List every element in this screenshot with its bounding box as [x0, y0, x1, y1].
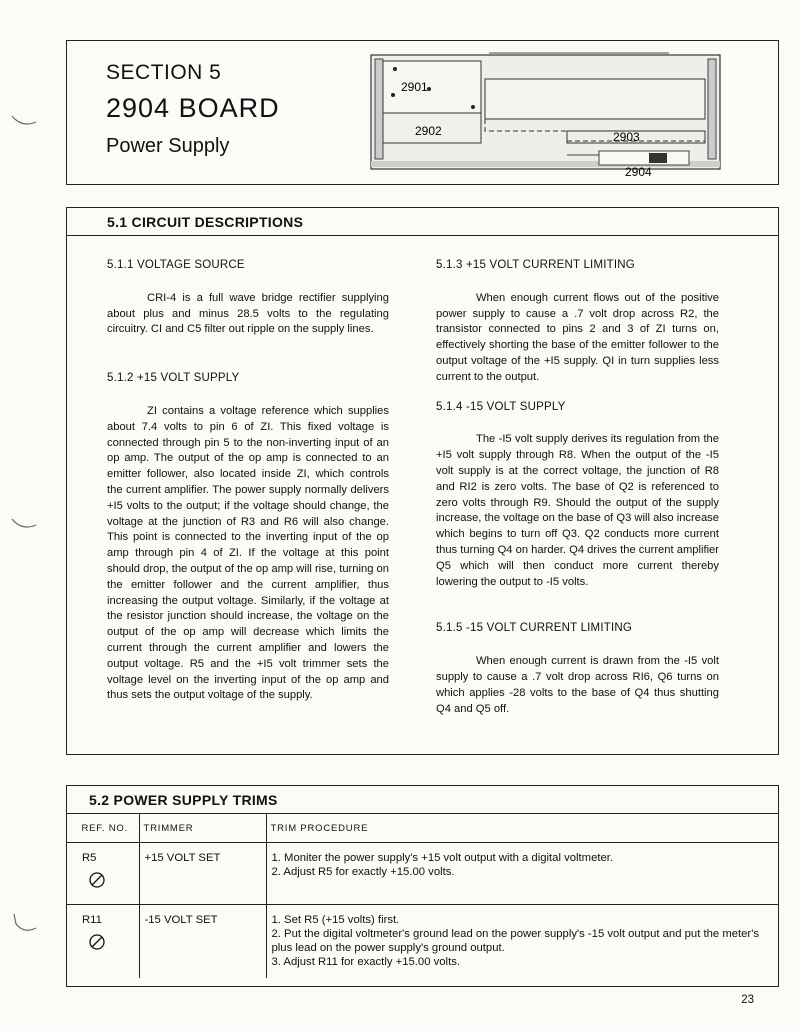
ref-cell [67, 843, 139, 905]
board-label-2904: 2904 [625, 165, 652, 179]
section-label: SECTION 5 [106, 61, 222, 84]
section-subtitle: Power Supply [106, 135, 230, 157]
subsection-text: When enough current flows out of the positive power supply to cause a .7 volt drop across R2, the transistor connected to pins 2 and 3 of ZI turns on, effectively shorting the base of the emitter follower to the output voltage of the +I5 supply. QI in turn supplies less current to the output. [436, 291, 719, 383]
procedure-step: 1. Set R5 (+15 volts) first. [271, 914, 400, 926]
trim-procedure [266, 905, 778, 979]
procedure-step: 2. Adjust R5 for exactly +15.00 volts. [271, 866, 455, 878]
table-row [67, 843, 778, 905]
ref-number: R11 [82, 914, 102, 926]
circuit-descriptions-panel [66, 207, 779, 755]
trimmer-pot-icon [88, 933, 106, 951]
circuit-descriptions-header [67, 208, 778, 236]
subsection-text: The -I5 volt supply derives its regulation from the +I5 volt supply through R8. When the output of the -I5 volt supply is at the correct voltage, the junction of R8 and RI2 is zero volts. The base of Q2 is referenced to zero volts through R9. Should the output of the supply increase, the voltage on the base of Q3 will also increase which begins to turn off Q3. Q2 conducts more current thus turning Q4 on harder. Q4 drives the current amplifier Q5 which will then conduct more current thereby lowering the output to -I5 volts. [436, 433, 719, 588]
trims-table [67, 814, 778, 978]
binder-mark [10, 515, 40, 535]
right-column [436, 258, 719, 717]
board-label-2901: 2901 [401, 80, 428, 94]
board-label-2902: 2902 [415, 124, 442, 138]
board-label-2903: 2903 [613, 130, 640, 144]
table-row [67, 905, 778, 979]
trimmer-pot-icon [88, 871, 106, 889]
trims-heading: 5.2 POWER SUPPLY TRIMS [89, 792, 278, 808]
trimmer-name: -15 VOLT SET [139, 905, 266, 979]
procedure-step: 3. Adjust R11 for exactly +15.00 volts. [271, 956, 460, 968]
column-header: TRIMMER [139, 814, 266, 843]
section-header [66, 40, 779, 185]
section-title: 2904 BOARD [106, 93, 280, 123]
subsection-heading: 5.1.3 +15 VOLT CURRENT LIMITING [436, 259, 635, 271]
page-number: 23 [741, 994, 754, 1006]
subsection-text: CRI-4 is a full wave bridge rectifier supplying about plus and minus 28.5 volts to the regulating circuitry. CI and C5 filter out ripple on the supply lines. [107, 291, 389, 336]
subsection-heading: 5.1.5 -15 VOLT CURRENT LIMITING [436, 622, 633, 635]
column-header: REF. NO. [67, 814, 139, 843]
binder-mark [10, 112, 40, 132]
left-column [107, 258, 389, 704]
binder-mark [10, 912, 40, 940]
trims-header [67, 786, 778, 814]
board-location-diagram [369, 49, 722, 179]
procedure-step: 2. Put the digital voltmeter's ground lead on the power supply's -15 volt output and put the meter's plus lead on the power supply's ground output. [271, 928, 760, 954]
ref-cell [67, 905, 139, 979]
trim-procedure [266, 843, 778, 905]
trimmer-name: +15 VOLT SET [139, 843, 266, 905]
subsection-heading: 5.1.2 +15 VOLT SUPPLY [107, 372, 240, 385]
procedure-step: 1. Moniter the power supply's +15 volt output with a digital voltmeter. [271, 852, 614, 864]
ref-number: R5 [82, 852, 97, 864]
circuit-descriptions-heading: 5.1 CIRCUIT DESCRIPTIONS [107, 214, 304, 230]
column-header: TRIM PROCEDURE [266, 814, 778, 843]
subsection-text: ZI contains a voltage reference which supplies about 7.4 volts to pin 6 of ZI. This fixed voltage is connected through pin 5 to the non-inverting input of an op amp. The output of the op amp is connected to an emitter follower, also located inside ZI, which controls the current amplifier. The power supply normally delivers +I5 volts to the output; if the voltage should change, the voltage at the junction of R3 and R6 will also change. This point is connected to the inverting input of the op amp through pin 4 of ZI. If the voltage at this point should drop, the output of the op amp will rise, turning on the emitter follower and the current amplifier, thus increasing the output voltage. Similarly, if the voltage at the resistor junction should increase, the voltage on the output of the op amp will decrease which limits the current through the current amplifier and lowers the output voltage. R5 and the +I5 volt trimmer sets the voltage level on the inverting input of the op amp and thus sets the output voltage of the supply. [107, 404, 389, 702]
subsection-heading: 5.1.4 -15 VOLT SUPPLY [436, 400, 566, 413]
power-supply-trims-panel [66, 785, 779, 987]
subsection-heading: 5.1.1 VOLTAGE SOURCE [107, 259, 245, 271]
table-header-row [67, 814, 778, 843]
subsection-text: When enough current is drawn from the -I5 volt supply to cause a .7 volt drop across RI6, Q6 turns on which applies -28 volts to the base of Q4 thus shutting Q4 and Q5 off. [436, 655, 719, 715]
